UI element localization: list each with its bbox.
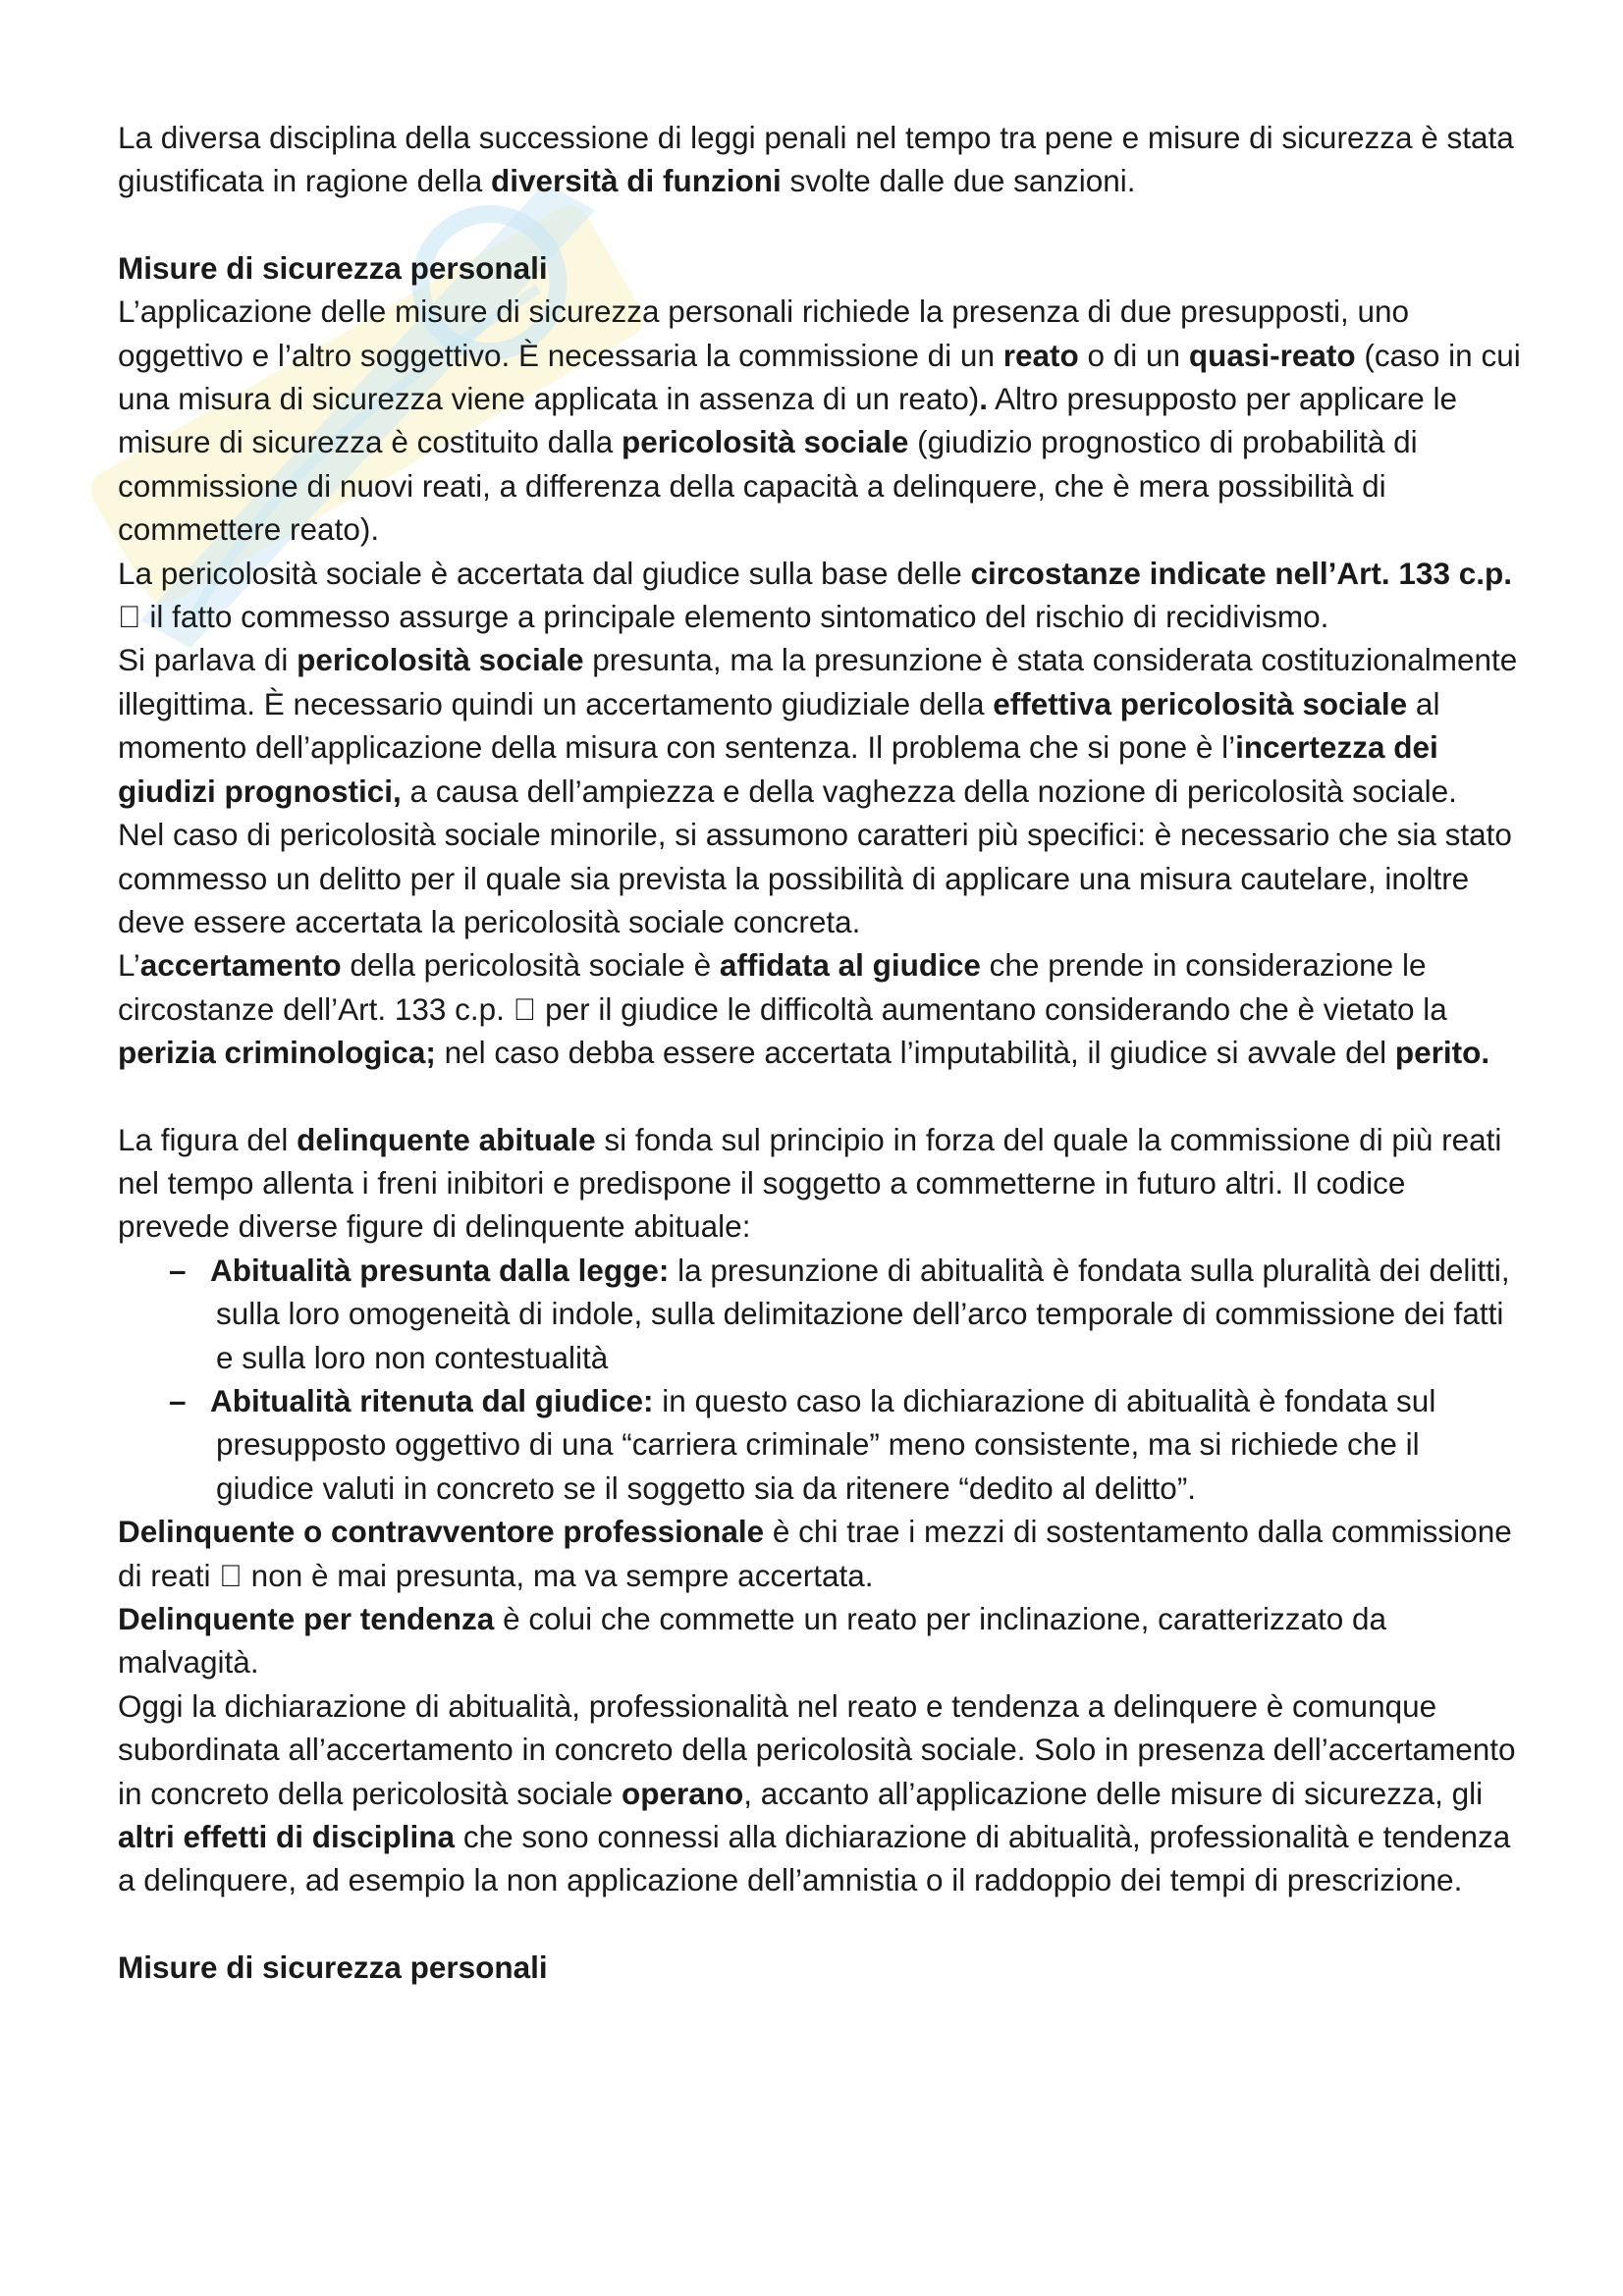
- paragraph-presupposti: L’applicazione delle misure di sicurezza personali richiede la presenza di due presupposti, uno oggettivo e l’altro soggettivo. È necessaria la commissione di un reato o di un quasi-reato (caso in cui una misura di sicurezza viene applicata in assenza di un reato). Altro presupposto per applicare le misure di sicurezza è costituito dalla pericolosità sociale (giudizio prognostico di probabilità di commissione di nuovi reati, a differenza della capacità a delinquere, che è mera possibilità di commettere reato).: [118, 294, 1521, 548]
- paragraph-delinquente-abituale: La figura del delinquente abituale si fonda sul principio in forza del quale la commissione di più reati nel tempo allenta i freni inibitori e predispone il soggetto a commetterne in futuro altri. Il codice prevede diverse figure di delinquente abituale:: [118, 1121, 1502, 1245]
- dash-bullet: –: [169, 1382, 187, 1418]
- list-item: – Abitualità presunta dalla legge: la presunzione di abitualità è fondata sulla pluralità dei delitti, sulla loro omogeneità di indole, sulla delimitazione dell’arco temporale di commissione dei fatti e sulla loro non contestualità: [118, 1249, 1522, 1379]
- paragraph-tendenza: Delinquente per tendenza è colui che commette un reato per inclinazione, caratterizzato da malvagità.: [118, 1601, 1387, 1681]
- paragraph-professionale: Delinquente o contravventore professionale è chi trae i mezzi di sostentamento dalla commissione di reati non è mai presunta, ma va sempre accertata.: [118, 1514, 1512, 1593]
- section-heading-1: Misure di sicurezza personali: [118, 249, 548, 286]
- section-heading-2: Misure di sicurezza personali: [118, 1949, 548, 1985]
- paragraph-presunzione: Si parlava di pericolosità sociale presunta, ma la presunzione è stata considerata costituzionalmente illegittima. È necessario quindi un accertamento giudiziale della effettiva pericolosità sociale al momento dell’applicazione della misura con sentenza. Il problema che si pone è l’incertezza dei giudizi prognostici, a causa dell’ampiezza e della vaghezza della nozione di pericolosità sociale.: [118, 642, 1518, 809]
- list-item: – Abitualità ritenuta dal giudice: in questo caso la dichiarazione di abitualità è fondata sul presupposto oggettivo di una “carriera criminale” meno consistente, ma si richiede che il giudice valuti in concreto se il soggetto sia da ritenere “dedito al delitto”.: [118, 1379, 1522, 1510]
- paragraph-giudice: L’accertamento della pericolosità sociale è affidata al giudice che prende in considerazione le circostanze dell’Art. 133 c.p. per il giudice le difficoltà aumentano considerando che è vietato la perizia criminologica; nel caso debba essere accertata l’imputabilità, il giudice si avvale del perito.: [118, 947, 1522, 1071]
- intro-paragraph: La diversa disciplina della successione di leggi penali nel tempo tra pene e misure di sicurezza è stata giustificata in ragione della diversità di funzioni svolte dalle due sanzioni.: [118, 120, 1514, 199]
- paragraph-dichiarazione: Oggi la dichiarazione di abitualità, professionalità nel reato e tendenza a delinquere è comunque subordinata all’accertamento in concreto della pericolosità sociale. Solo in presenza dell’accertamento in concreto della pericolosità sociale operano, accanto all’applicazione delle misure di sicurezza, gli altri effetti di disciplina che sono connessi alla dichiarazione di abitualità, professionalità e tendenza a delinquere, ad esempio la non applicazione dell’amnistia o il raddoppio dei tempi di prescrizione.: [118, 1687, 1516, 1898]
- document-page: [118, 116, 1522, 1989]
- abitualita-list: [118, 1249, 1522, 1510]
- paragraph-minorile: Nel caso di pericolosità sociale minorile, si assumono caratteri più specifici: è necessario che sia stato commesso un delitto per il quale sia prevista la possibilità di applicare una misura cautelare, inoltre deve essere accertata la pericolosità sociale concreta.: [118, 817, 1512, 939]
- paragraph-accertamento-art133: La pericolosità sociale è accertata dal giudice sulla base delle circostanze indicate nell’Art. 133 c.p. il fatto commesso assurge a principale elemento sintomatico del rischio di recidivismo.: [118, 555, 1512, 635]
- dash-bullet: –: [169, 1252, 187, 1288]
